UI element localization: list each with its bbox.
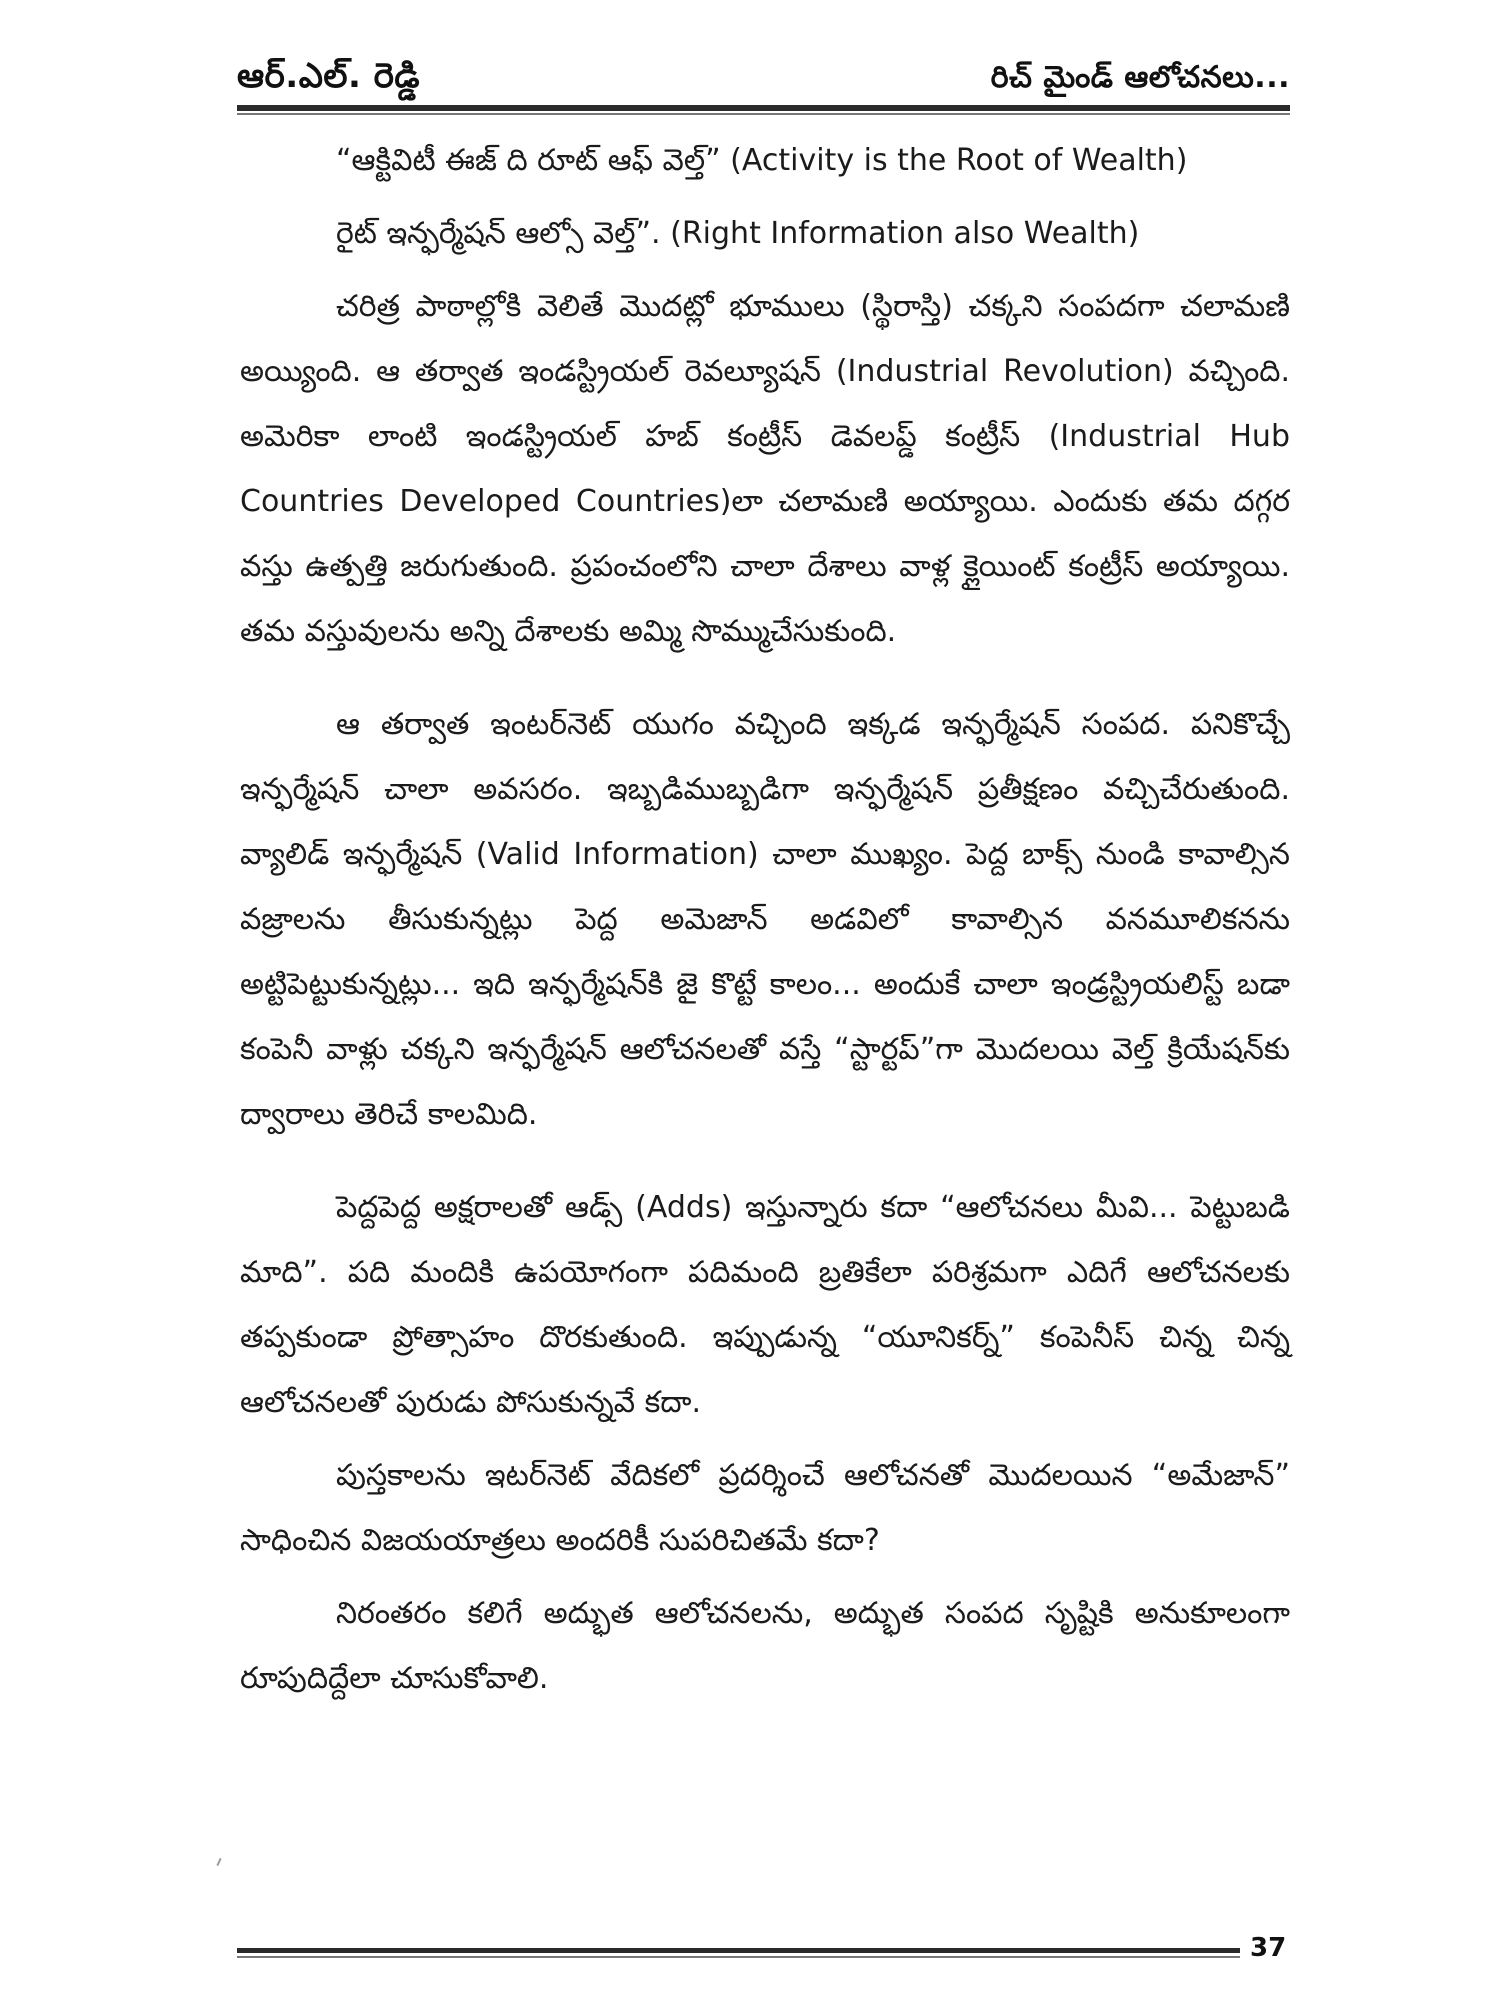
quote-line-1: “ఆక్టివిటీ ఈజ్ ది రూట్ ఆఫ్ వెల్త్” (Activity is the Root of Wealth)	[336, 143, 1188, 178]
footer-rule-thin	[237, 1956, 1240, 1958]
paragraph-history: చరిత్ర పాఠాల్లోకి వెలితే మొదట్లో భూములు (స్థిరాస్తి) చక్కని సంపదగా చలామణి అయ్యింది. ఆ తర్వాత ఇండస్ట్రియల్ రెవల్యూషన్ (Industrial Revolution) వచ్చింది. అమెరికా లాంటి ఇండస్ట్రియల్ హబ్ కంట్రీస్ డెవలప్డ్ కంట్రీస్ (Industrial Hub Countries Developed Countries)లా చలామణి అయ్యాయి. ఎందుకు తమ దగ్గర వస్తు ఉత్పత్తి జరుగుతుంది. ప్రపంచంలోని చాలా దేశాలు వాళ్ల క్లైయింట్ కంట్రీస్ అయ్యాయి. తమ వస్తువులను అన్ని దేశాలకు అమ్మి సొమ్ముచేసుకుంది.	[240, 289, 1290, 649]
quote-line-2: రైట్ ఇన్ఫర్మేషన్ ఆల్సో వెల్త్”. (Right Information also Wealth)	[336, 216, 1140, 251]
paragraph-ads: పెద్దపెద్ద అక్షరాలతో ఆడ్స్ (Adds) ఇస్తున్నారు కదా “ఆలోచనలు మీవి... పెట్టుబడి మాది”. పది మందికి ఉపయోగంగా పదిమంది బ్రతికేలా పరిశ్రమగా ఎదిగే ఆలోచనలకు తప్పకుండా ప్రోత్సాహం దొరకుతుంది. ఇప్పుడున్న “యూనికర్న్” కంపెనీస్ చిన్న చిన్న ఆలోచనలతో పురుడు పోసుకున్నవే కదా.	[240, 1190, 1290, 1420]
header-rule	[237, 105, 1290, 111]
running-header	[237, 52, 1290, 100]
paragraph-conclusion: నిరంతరం కలిగే అద్భుత ఆలోచనలను, అద్భుత సంపద సృష్టికి అనుకూలంగా రూపుదిద్దేలా చూసుకోవాలి.	[240, 1596, 1290, 1696]
footer-rule	[237, 1948, 1240, 1953]
header-author: ఆర్.ఎల్. రెడ్డి	[237, 56, 421, 96]
header-book-title: రిచ్ మైండ్ ఆలోచనలు...	[990, 60, 1290, 95]
page-number: 37	[1250, 1933, 1287, 1963]
paragraph-amazon: పుస్తకాలను ఇటర్‌నెట్ వేదికలో ప్రదర్శించే ఆలోచనతో మొదలయిన “అమేజాన్” సాధించిన విజయయాత్రలు అందరికీ సుపరిచితమే కదా?	[240, 1458, 1290, 1558]
page-body	[240, 128, 1290, 1711]
header-rule-thin	[237, 113, 1290, 115]
scan-speck	[216, 1858, 221, 1866]
paragraph-internet-era: ఆ తర్వాత ఇంటర్‌నెట్ యుగం వచ్చింది ఇక్కడ ఇన్ఫర్మేషన్ సంపద. పనికొచ్చే ఇన్ఫర్మేషన్ చాలా అవసరం. ఇబ్బడిముబ్బడిగా ఇన్ఫర్మేషన్ ప్రతీక్షణం వచ్చిచేరుతుంది. వ్యాలిడ్ ఇన్ఫర్మేషన్ (Valid Information) చాలా ముఖ్యం. పెద్ద బాక్స్ నుండి కావాల్సిన వజ్రాలను తీసుకున్నట్లు పెద్ద అమెజాన్ అడవిలో కావాల్సిన వనమూలికనను అట్టిపెట్టుకున్నట్లు... ఇది ఇన్ఫర్మేషన్‌కి జై కొట్టే కాలం... అందుకే చాలా ఇండ్రస్ట్రియలిస్ట్ బడా కంపెనీ వాళ్లు చక్కని ఇన్ఫర్మేషన్ ఆలోచనలతో వస్తే “స్టార్టప్”గా మొదలయి వెల్త్ క్రియేషన్‌కు ద్వారాలు తెరిచే కాలమిది.	[240, 707, 1290, 1132]
